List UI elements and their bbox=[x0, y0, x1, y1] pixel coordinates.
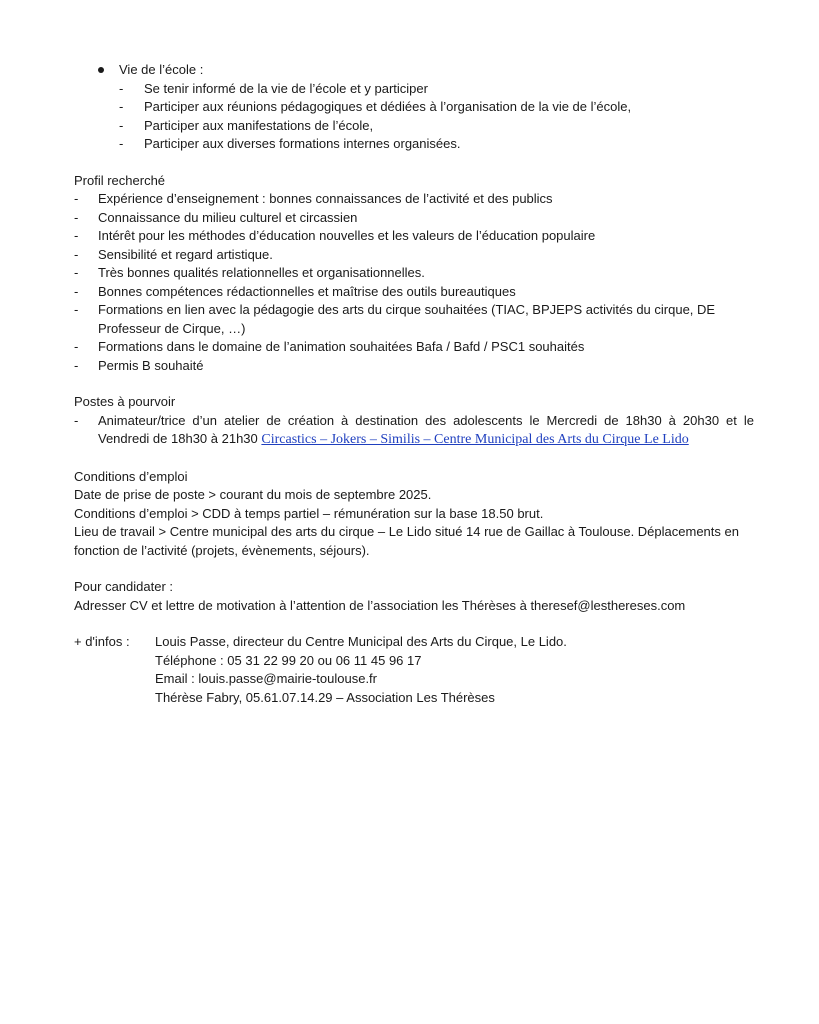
list-item-text: Participer aux diverses formations internes organisées. bbox=[144, 136, 461, 151]
list-item bbox=[74, 338, 754, 357]
ecole-heading-row bbox=[98, 61, 754, 80]
infos-line: Téléphone : 05 31 22 99 20 ou 06 11 45 96 17 bbox=[155, 652, 422, 668]
list-item bbox=[119, 98, 754, 117]
infos-label: + d'infos : bbox=[74, 634, 130, 649]
list-item bbox=[74, 246, 754, 265]
candidater-text: Adresser CV et lettre de motivation à l’attention de l’association les Thérèses à theresef@lesthereses.com bbox=[74, 597, 686, 613]
dash-glyph: - bbox=[74, 283, 79, 299]
bullet-dot-icon bbox=[98, 67, 104, 73]
dash-glyph: - bbox=[119, 136, 124, 151]
dash-glyph: - bbox=[74, 246, 79, 262]
list-item bbox=[74, 357, 754, 376]
dash-glyph: - bbox=[74, 357, 79, 373]
lido-link[interactable]: Circastics – Jokers – Similis – Centre Municipal des Arts du Cirque Le Lido bbox=[261, 432, 689, 447]
list-item bbox=[119, 135, 754, 154]
list-item bbox=[74, 209, 754, 228]
list-item-text: Se tenir informé de la vie de l’école et y participer bbox=[144, 80, 428, 96]
list-item bbox=[74, 283, 754, 302]
list-item-text: Expérience d’enseignement : bonnes connaissances de l’activité et des publics bbox=[98, 191, 553, 206]
list-item-text: Participer aux réunions pédagogiques et dédiées à l’organisation de la vie de l’école, bbox=[144, 99, 632, 114]
infos-line: Louis Passe, directeur du Centre Municipal des Arts du Cirque, Le Lido. bbox=[155, 634, 567, 649]
conditions-line: Lieu de travail > Centre municipal des arts du cirque – Le Lido situé 14 rue de Gaillac à Toulouse. Déplacements en fonction de l’activité (projets, évènements, séjours). bbox=[74, 524, 739, 558]
list-item-text: Connaissance du milieu culturel et circassien bbox=[98, 209, 358, 225]
list-item-text: Formations en lien avec la pédagogie des arts du cirque souhaitées (TIAC, BPJEPS activités du cirque, DE Professeur de Cirque, …) bbox=[98, 302, 716, 336]
conditions-line: Conditions d’emploi > CDD à temps partiel – rémunération sur la base 18.50 brut. bbox=[74, 505, 544, 521]
dash-glyph: - bbox=[74, 339, 79, 354]
infos-line: Thérèse Fabry, 05.61.07.14.29 – Association Les Thérèses bbox=[155, 689, 495, 705]
dash-glyph: - bbox=[74, 228, 79, 243]
list-item-text: Permis B souhaité bbox=[98, 357, 204, 373]
infos-block bbox=[74, 633, 754, 707]
dash-glyph: - bbox=[74, 412, 79, 428]
list-item bbox=[119, 117, 754, 136]
postes-list bbox=[74, 412, 754, 450]
postes-title: Postes à pourvoir bbox=[74, 394, 176, 409]
dash-glyph: - bbox=[119, 117, 124, 133]
ecole-heading: Vie de l’école : bbox=[119, 62, 204, 77]
infos-details bbox=[155, 633, 754, 707]
dash-glyph: - bbox=[119, 99, 124, 114]
infos-line: Email : louis.passe@mairie-toulouse.fr bbox=[155, 671, 378, 686]
list-item bbox=[74, 190, 754, 209]
poste-text: Animateur/trice d’un atelier de création à destination des adolescents le Mercredi de 18h30 à 20h30 et le Vendredi de 18h30 à 21h30 bbox=[98, 412, 754, 446]
list-item-text: Bonnes compétences rédactionnelles et maîtrise des outils bureautiques bbox=[98, 283, 516, 299]
list-item-text: Formations dans le domaine de l’animation souhaitées Bafa / Bafd / PSC1 souhaités bbox=[98, 339, 585, 354]
dash-glyph: - bbox=[74, 302, 79, 317]
list-item-text: Très bonnes qualités relationnelles et organisationnelles. bbox=[98, 265, 425, 280]
ecole-list bbox=[98, 80, 754, 154]
list-item bbox=[74, 264, 754, 283]
list-item bbox=[74, 301, 754, 338]
profil-list bbox=[74, 190, 754, 375]
list-item-text: Participer aux manifestations de l’école, bbox=[144, 117, 374, 133]
candidater-body bbox=[74, 597, 754, 616]
dash-glyph: - bbox=[74, 265, 79, 280]
conditions-line: Date de prise de poste > courant du mois de septembre 2025. bbox=[74, 487, 432, 502]
dash-glyph: - bbox=[74, 191, 79, 206]
list-item bbox=[74, 412, 754, 450]
list-item bbox=[74, 227, 754, 246]
ecole-section bbox=[98, 61, 754, 154]
document-content bbox=[74, 61, 754, 707]
conditions-title: Conditions d’emploi bbox=[74, 468, 188, 484]
candidater-title: Pour candidater : bbox=[74, 579, 174, 594]
profil-title: Profil recherché bbox=[74, 172, 166, 188]
list-item-text: Intérêt pour les méthodes d’éducation nouvelles et les valeurs de l’éducation populaire bbox=[98, 228, 596, 243]
list-item bbox=[119, 80, 754, 99]
conditions-body bbox=[74, 486, 754, 560]
list-item-text: Sensibilité et regard artistique. bbox=[98, 246, 273, 262]
dash-glyph: - bbox=[74, 209, 79, 225]
dash-glyph: - bbox=[119, 80, 124, 96]
